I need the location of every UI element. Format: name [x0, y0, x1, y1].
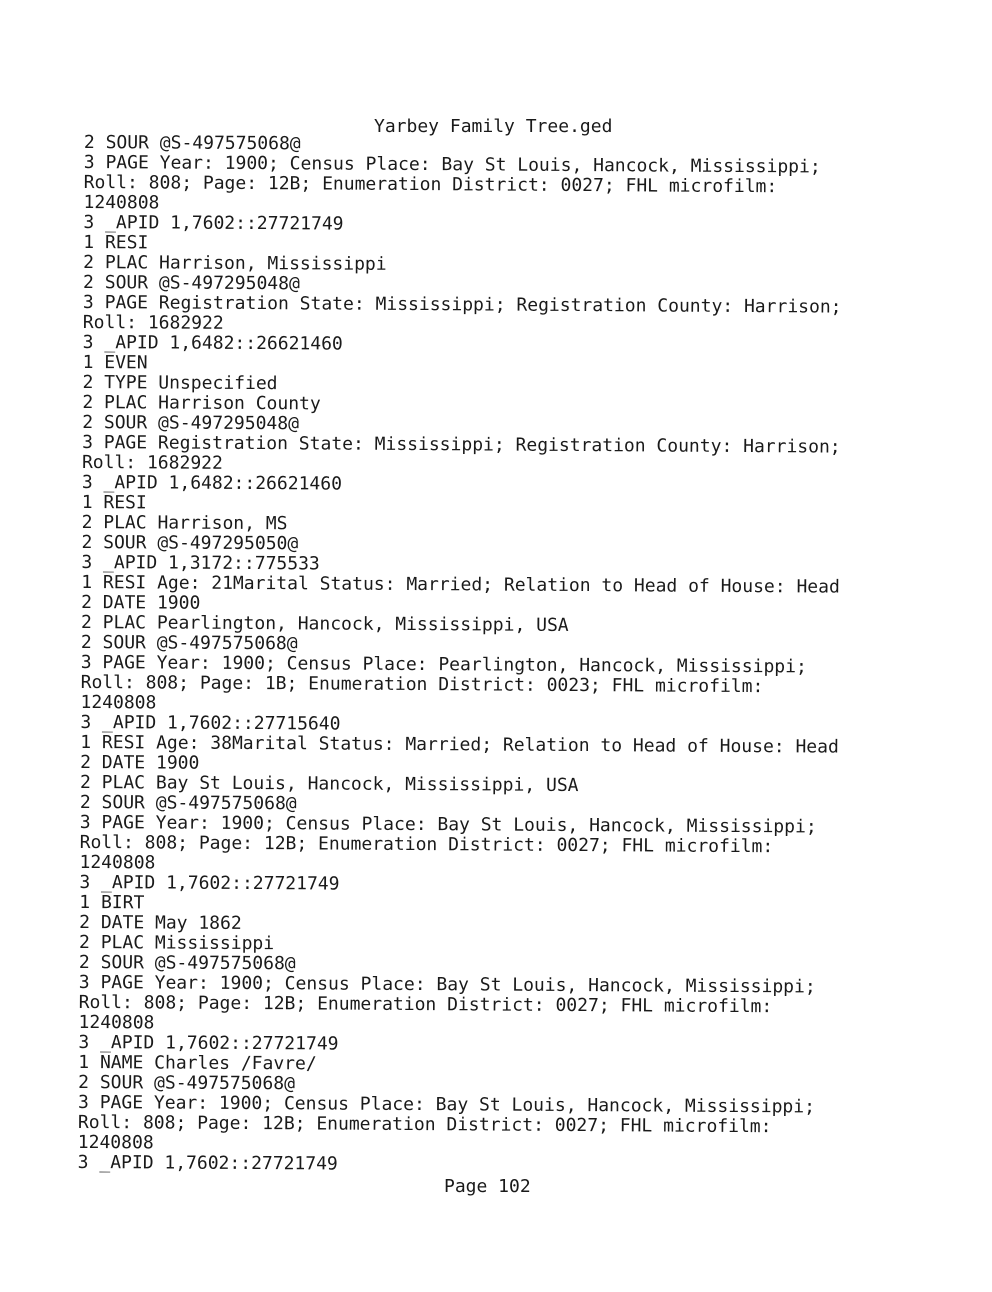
- text-line: 3 _APID 1,7602::27715640: [80, 711, 341, 735]
- text-line: 3 _APID 1,7602::27721749: [77, 1151, 338, 1175]
- text-line: 1 RESI: [83, 231, 149, 254]
- text-line: 3 PAGE Year: 1900; Census Place: Bay St Louis, Hancock, Mississippi;: [79, 811, 817, 838]
- text-line: 2 PLAC Bay St Louis, Hancock, Mississippi, USA: [79, 771, 579, 797]
- text-line: 3 _APID 1,7602::27721749: [78, 1031, 339, 1055]
- text-line: 3 PAGE Year: 1900; Census Place: Bay St Louis, Hancock, Mississippi;: [83, 151, 821, 178]
- document-title: Yarbey Family Tree.ged: [374, 116, 613, 137]
- text-line: 2 SOUR @S-497295048@: [82, 411, 300, 435]
- text-line: 1 NAME Charles /Favre/: [78, 1051, 317, 1075]
- text-line: 1 RESI Age: 38Marital Status: Married; Relation to Head of House: Head: [80, 731, 839, 758]
- text-line: 3 PAGE Year: 1900; Census Place: Pearlington, Hancock, Mississippi;: [80, 651, 807, 678]
- page-number: Page 102: [444, 1176, 531, 1197]
- text-line: 1240808: [83, 191, 160, 214]
- text-line: Roll: 808; Page: 12B; Enumeration District: 0027; FHL microfilm:: [83, 171, 778, 198]
- text-line: 2 PLAC Pearlington, Hancock, Mississippi, USA: [80, 611, 569, 636]
- text-line: 2 SOUR @S-497575068@: [79, 791, 297, 815]
- text-line: 1240808: [79, 851, 156, 874]
- text-line: 2 SOUR @S-497575068@: [83, 132, 301, 155]
- text-line: 2 PLAC Mississippi: [78, 931, 275, 955]
- text-line: 3 _APID 1,6482::26621460: [81, 471, 343, 495]
- text-line: 3 _APID 1,7602::27721749: [83, 211, 344, 235]
- text-line: 2 DATE May 1862: [79, 911, 242, 934]
- text-line: 2 SOUR @S-497295048@: [83, 271, 300, 295]
- text-line: 1 EVEN: [82, 351, 148, 374]
- text-line: 2 SOUR @S-497575068@: [78, 951, 296, 975]
- text-line: Roll: 808; Page: 12B; Enumeration District: 0027; FHL microfilm:: [79, 831, 774, 858]
- text-line: 1240808: [80, 691, 157, 714]
- text-line: 3 PAGE Registration State: Mississippi; Registration County: Harrison;: [82, 431, 841, 458]
- text-line: Roll: 808; Page: 12B; Enumeration District: 0027; FHL microfilm:: [77, 1111, 772, 1138]
- text-line: 2 PLAC Harrison County: [82, 391, 321, 415]
- text-line: 2 TYPE Unspecified: [82, 371, 278, 395]
- text-line: 2 PLAC Harrison, Mississippi: [83, 251, 387, 275]
- text-line: 2 DATE 1900: [80, 751, 200, 774]
- text-line: 3 _APID 1,6482::26621460: [82, 331, 343, 355]
- text-line: Roll: 1682922: [81, 451, 223, 474]
- text-line: Roll: 808; Page: 12B; Enumeration District: 0027; FHL microfilm:: [78, 991, 773, 1018]
- text-line: 2 SOUR @S-497295050@: [81, 531, 299, 555]
- gedcom-text-body: [78, 133, 964, 1178]
- text-line: 3 _APID 1,3172::775533: [81, 551, 320, 575]
- text-line: 3 PAGE Registration State: Mississippi; Registration County: Harrison;: [82, 291, 842, 318]
- text-line: 3 PAGE Year: 1900; Census Place: Bay St Louis, Hancock, Mississippi;: [78, 971, 816, 998]
- text-line: 2 DATE 1900: [81, 591, 201, 614]
- text-line: 2 PLAC Harrison, MS: [81, 511, 288, 535]
- text-line: 2 SOUR @S-497575068@: [78, 1071, 296, 1095]
- text-line: 3 PAGE Year: 1900; Census Place: Bay St Louis, Hancock, Mississippi;: [78, 1091, 816, 1118]
- text-line: 1240808: [77, 1131, 154, 1154]
- text-line: 1 RESI Age: 21Marital Status: Married; Relation to Head of House: Head: [81, 571, 840, 598]
- text-line: 2 SOUR @S-497575068@: [80, 631, 298, 655]
- text-line: 1 BIRT: [79, 891, 145, 914]
- text-line: 1 RESI: [81, 491, 147, 514]
- text-line: Roll: 808; Page: 1B; Enumeration District: 0023; FHL microfilm:: [80, 671, 764, 698]
- text-line: Roll: 1682922: [82, 311, 224, 334]
- text-line: 3 _APID 1,7602::27721749: [79, 871, 340, 895]
- text-line: 1240808: [78, 1011, 155, 1034]
